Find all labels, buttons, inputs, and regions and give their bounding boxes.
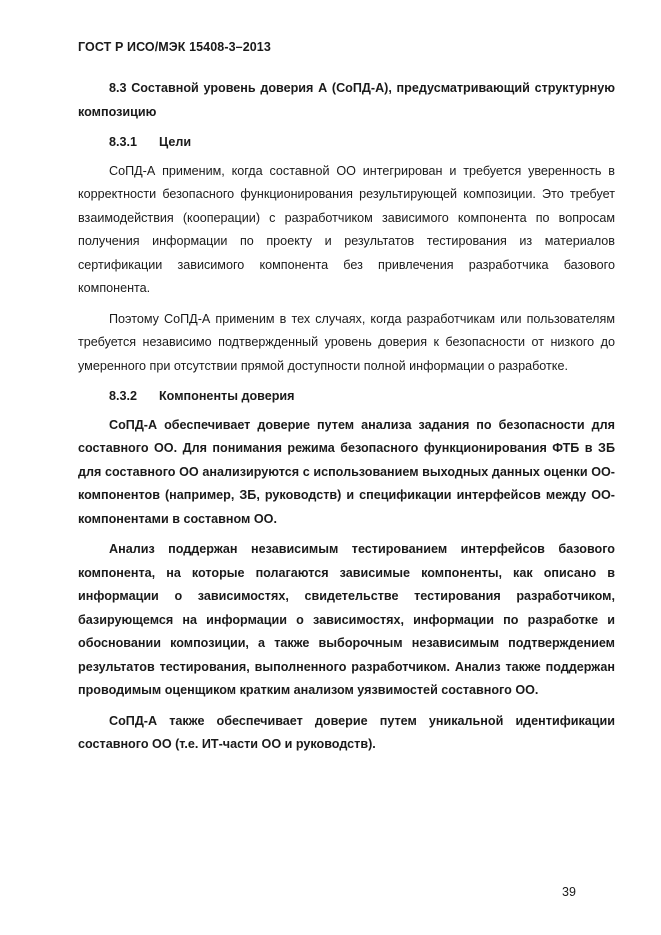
paragraph: СоПД-А обеспечивает доверие путем анализа задания по безопасности для составного ОО. Для понимания режима безопасного функционирования ФТБ в ЗБ для составного ОО анализируются с использованием выходных данных оценки ОО-компонентов (например, ЗБ, руководств) и спецификации интерфейсов между ОО-компонентами в составном ОО. — [78, 417, 615, 526]
paragraph: Поэтому СоПД-А применим в тех случаях, когда разработчикам или пользователям требуется независимо подтвержденный уровень доверия к безопасности от низкого до умеренного при отсутствии прямой доступности полной информации о разработке. — [78, 311, 615, 373]
page-number: 39 — [562, 885, 576, 899]
subsection-title: Компоненты доверия — [159, 389, 295, 403]
subsection-heading-components — [78, 385, 615, 409]
subsection-number: 8.3.1 — [109, 135, 138, 149]
subsection-heading-goals — [78, 131, 615, 155]
page-content — [78, 77, 615, 764]
standard-header: ГОСТ Р ИСО/МЭК 15408-3–2013 — [78, 40, 271, 54]
paragraph: Анализ поддержан независимым тестированием интерфейсов базового компонента, на которые полагаются зависимые компоненты, как описано в информации о зависимостях, свидетельстве тестирования разработчиком, базирующемся на информации о зависимостях, информации по разработке и обосновании композиции, а также выборочным независимым подтверждением результатов тестирования, выполненного разработчиком. Анализ также поддержан проводимым оценщиком кратким анализом уязвимостей составного ОО. — [78, 542, 615, 697]
paragraph: СоПД-А также обеспечивает доверие путем уникальной идентификации составного ОО (т.е. ИТ-части ОО и руководств). — [78, 713, 615, 751]
subsection-title: Цели — [159, 135, 192, 149]
section-title: 8.3 Составной уровень доверия А (СоПД-А), предусматривающий структурную композицию — [78, 81, 615, 119]
subsection-number: 8.3.2 — [109, 389, 138, 403]
paragraph: СоПД-А применим, когда составной ОО интегрирован и требуется уверенность в корректности безопасного функционирования результирующей композиции. Это требует взаимодействия (кооперации) с разработчиком зависимого компонента по вопросам получения информации по проекту и результатов тестирования из материалов сертификации зависимого компонента без привлечения разработчика базового компонента. — [78, 163, 615, 295]
